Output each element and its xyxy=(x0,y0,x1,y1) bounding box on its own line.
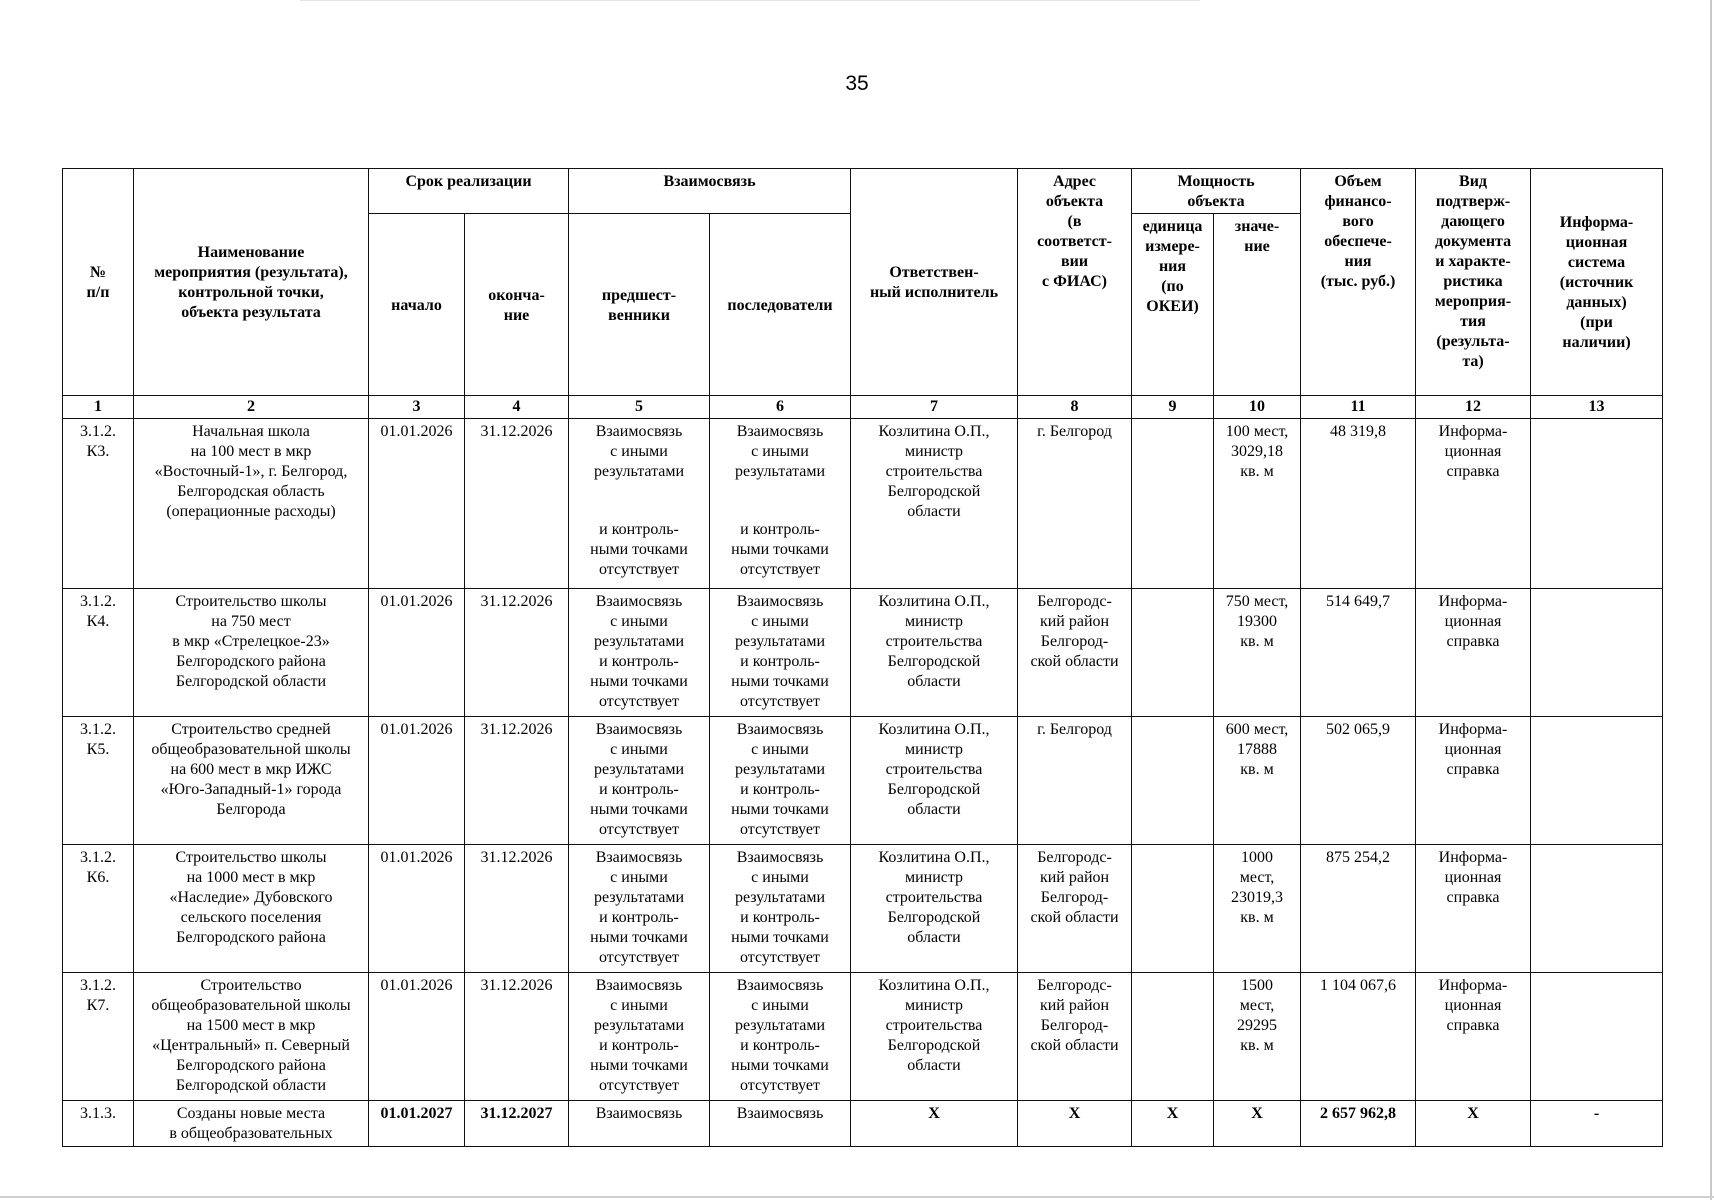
row-predecessors: Взаимосвязь с иными результатами и контроль- ными точками отсутствует xyxy=(569,973,710,1101)
header-doc-type: Вид подтверж- дающего документа и характе- ристика мероприя- тия (результа- та) xyxy=(1416,169,1531,396)
row-end-date: 31.12.2026 xyxy=(465,717,569,845)
row-start-date: 01.01.2026 xyxy=(369,589,465,717)
plan-table xyxy=(62,168,1663,1147)
page-number: 35 xyxy=(845,72,869,95)
row-finance: 2 657 962,8 xyxy=(1301,1101,1416,1147)
row-start-date: 01.01.2026 xyxy=(369,717,465,845)
row-address: X xyxy=(1018,1101,1132,1147)
row-predecessors: Взаимосвязь xyxy=(569,1101,710,1147)
header-term-end: оконча- ние xyxy=(465,214,569,396)
row-num: 3.1.2. К4. xyxy=(63,589,134,717)
header-capacity-value: значе- ние xyxy=(1214,214,1301,396)
row-capacity-value: 600 мест, 17888 кв. м xyxy=(1214,717,1301,845)
header-address: Адрес объекта (в соответст- вии с ФИАС) xyxy=(1018,169,1132,396)
row-unit xyxy=(1132,973,1214,1101)
row-predecessors-bottom: и контроль- ными точками отсутствует xyxy=(590,521,688,578)
table-row xyxy=(63,973,1663,1101)
header-info-system: Информа- ционная система (источник данных) (при наличии) xyxy=(1531,169,1663,396)
row-name: Строительство школы на 750 мест в мкр «Стрелецкое-23» Белгородского района Белгородской области xyxy=(134,589,369,717)
row-info-system: - xyxy=(1531,1101,1663,1147)
column-number: 9 xyxy=(1132,396,1214,419)
column-number: 4 xyxy=(465,396,569,419)
header-responsible: Ответствен- ный исполнитель xyxy=(851,169,1018,396)
row-responsible: X xyxy=(851,1101,1018,1147)
row-start-date: 01.01.2026 xyxy=(369,845,465,973)
row-successors: Взаимосвязь с иными результатами и контроль- ными точками отсутствует xyxy=(710,845,851,973)
row-responsible: Козлитина О.П., министр строительства Белгородской области xyxy=(851,845,1018,973)
row-finance: 875 254,2 xyxy=(1301,845,1416,973)
column-number: 12 xyxy=(1416,396,1531,419)
row-doc-type: X xyxy=(1416,1101,1531,1147)
row-num: 3.1.2. К6. xyxy=(63,845,134,973)
row-doc-type: Информа- ционная справка xyxy=(1416,845,1531,973)
row-info-system xyxy=(1531,973,1663,1101)
scan-edge-right xyxy=(1710,0,1712,1200)
row-num: 3.1.2. К3. xyxy=(63,419,134,589)
row-name: Строительство средней общеобразовательной школы на 600 мест в мкр ИЖС «Юго-Западный-1» города Белгорода xyxy=(134,717,369,845)
row-responsible: Козлитина О.П., министр строительства Белгородской области xyxy=(851,717,1018,845)
column-number: 8 xyxy=(1018,396,1132,419)
row-capacity-value: 1500 мест, 29295 кв. м xyxy=(1214,973,1301,1101)
row-name: Строительство общеобразовательной школы на 1500 мест в мкр «Центральный» п. Северный Белгородского района Белгородской области xyxy=(134,973,369,1101)
row-predecessors xyxy=(569,419,710,589)
row-name: Строительство школы на 1000 мест в мкр «Наследие» Дубовского сельского поселения Белгородского района xyxy=(134,845,369,973)
row-responsible: Козлитина О.П., министр строительства Белгородской области xyxy=(851,973,1018,1101)
row-unit: X xyxy=(1132,1101,1214,1147)
row-address: Белгородс- кий район Белгород- ской области xyxy=(1018,973,1132,1101)
row-predecessors: Взаимосвязь с иными результатами и контроль- ными точками отсутствует xyxy=(569,845,710,973)
row-unit xyxy=(1132,419,1214,589)
row-capacity-value: 1000 мест, 23019,3 кв. м xyxy=(1214,845,1301,973)
column-number: 1 xyxy=(63,396,134,419)
table-row-total xyxy=(63,1101,1663,1147)
row-info-system xyxy=(1531,589,1663,717)
table-row xyxy=(63,419,1663,589)
table-row xyxy=(63,589,1663,717)
column-number: 3 xyxy=(369,396,465,419)
column-number: 5 xyxy=(569,396,710,419)
header-capacity-group: Мощность объекта xyxy=(1132,169,1301,214)
row-info-system xyxy=(1531,845,1663,973)
row-end-date: 31.12.2026 xyxy=(465,973,569,1101)
row-num: 3.1.3. xyxy=(63,1101,134,1147)
scan-edge-bottom xyxy=(0,1196,1714,1198)
row-finance: 1 104 067,6 xyxy=(1301,973,1416,1101)
row-address: г. Белгород xyxy=(1018,419,1132,589)
scan-edge-top xyxy=(300,0,1200,1)
row-predecessors: Взаимосвязь с иными результатами и контроль- ными точками отсутствует xyxy=(569,589,710,717)
row-address: г. Белгород xyxy=(1018,717,1132,845)
row-name: Созданы новые места в общеобразовательных xyxy=(134,1101,369,1147)
row-predecessors: Взаимосвязь с иными результатами и контроль- ными точками отсутствует xyxy=(569,717,710,845)
row-unit xyxy=(1132,717,1214,845)
row-capacity-value: 100 мест, 3029,18 кв. м xyxy=(1214,419,1301,589)
row-start-date: 01.01.2026 xyxy=(369,419,465,589)
row-doc-type: Информа- ционная справка xyxy=(1416,973,1531,1101)
row-start-date: 01.01.2027 xyxy=(369,1101,465,1147)
row-successors: Взаимосвязь с иными результатами и контроль- ными точками отсутствует xyxy=(710,973,851,1101)
column-number: 11 xyxy=(1301,396,1416,419)
column-number: 6 xyxy=(710,396,851,419)
row-info-system xyxy=(1531,717,1663,845)
header-finance: Объем финансо- вого обеспече- ния (тыс. руб.) xyxy=(1301,169,1416,396)
row-doc-type: Информа- ционная справка xyxy=(1416,419,1531,589)
row-end-date: 31.12.2026 xyxy=(465,419,569,589)
column-number: 13 xyxy=(1531,396,1663,419)
header-link-succ: последователи xyxy=(710,214,851,396)
column-number: 7 xyxy=(851,396,1018,419)
column-number: 2 xyxy=(134,396,369,419)
row-end-date: 31.12.2027 xyxy=(465,1101,569,1147)
row-successors: Взаимосвязь с иными результатами и контроль- ными точками отсутствует xyxy=(710,717,851,845)
row-finance: 502 065,9 xyxy=(1301,717,1416,845)
row-name: Начальная школа на 100 мест в мкр «Восточный-1», г. Белгород, Белгородская область (операционные расходы) xyxy=(134,419,369,589)
column-number: 10 xyxy=(1214,396,1301,419)
column-numbers-row xyxy=(63,396,1663,419)
row-successors: Взаимосвязь с иными результатами и контроль- ными точками отсутствует xyxy=(710,589,851,717)
row-num: 3.1.2. К7. xyxy=(63,973,134,1101)
row-finance: 48 319,8 xyxy=(1301,419,1416,589)
row-num: 3.1.2. К5. xyxy=(63,717,134,845)
row-unit xyxy=(1132,589,1214,717)
row-address: Белгородс- кий район Белгород- ской области xyxy=(1018,589,1132,717)
table-row xyxy=(63,845,1663,973)
row-address: Белгородс- кий район Белгород- ской области xyxy=(1018,845,1132,973)
row-start-date: 01.01.2026 xyxy=(369,973,465,1101)
header-link-group: Взаимосвязь xyxy=(569,169,851,214)
header-name: Наименование мероприятия (результата), контрольной точки, объекта результата xyxy=(134,169,369,396)
row-successors-bottom: и контроль- ными точками отсутствует xyxy=(731,521,829,578)
header-num: № п/п xyxy=(63,169,134,396)
row-responsible: Козлитина О.П., министр строительства Белгородской области xyxy=(851,589,1018,717)
row-capacity-value: X xyxy=(1214,1101,1301,1147)
row-successors xyxy=(710,419,851,589)
header-link-pred: предшест- венники xyxy=(569,214,710,396)
row-finance: 514 649,7 xyxy=(1301,589,1416,717)
row-unit xyxy=(1132,845,1214,973)
row-end-date: 31.12.2026 xyxy=(465,589,569,717)
row-responsible: Козлитина О.П., министр строительства Белгородской области xyxy=(851,419,1018,589)
header-term-group: Срок реализации xyxy=(369,169,569,214)
header-term-start: начало xyxy=(369,214,465,396)
row-end-date: 31.12.2026 xyxy=(465,845,569,973)
row-capacity-value: 750 мест, 19300 кв. м xyxy=(1214,589,1301,717)
row-info-system xyxy=(1531,419,1663,589)
row-successors: Взаимосвязь xyxy=(710,1101,851,1147)
table-row xyxy=(63,717,1663,845)
row-predecessors-top: Взаимосвязь с иными результатами xyxy=(593,423,685,480)
row-doc-type: Информа- ционная справка xyxy=(1416,717,1531,845)
row-doc-type: Информа- ционная справка xyxy=(1416,589,1531,717)
row-successors-top: Взаимосвязь с иными результатами xyxy=(734,423,826,480)
header-capacity-unit: единица измере- ния (по ОКЕИ) xyxy=(1132,214,1214,396)
